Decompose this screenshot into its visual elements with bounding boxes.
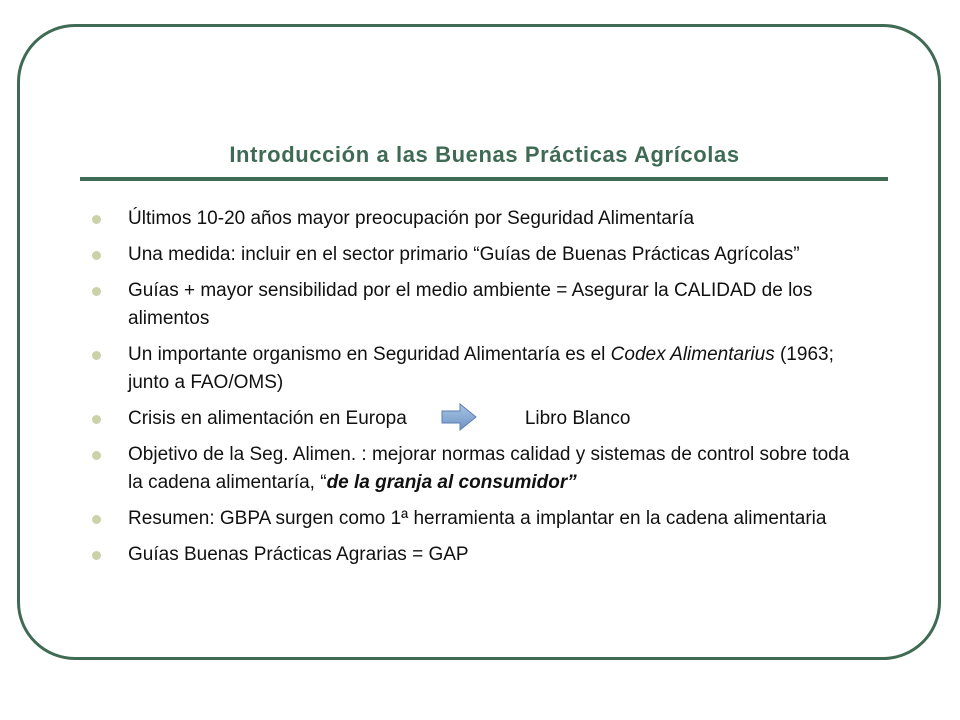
title-divider: [80, 177, 888, 181]
bullet-text: Resumen: GBPA surgen como 1ª herramienta a implantar en la cadena alimentaria: [128, 508, 827, 530]
bullet-dot-icon: [92, 515, 101, 524]
bullet-text: Últimos 10-20 años mayor preocupación por Seguridad Alimentaría: [128, 208, 695, 229]
right-arrow-icon: [441, 403, 477, 431]
bullet-item: [92, 441, 852, 497]
bullet-item: [92, 241, 852, 269]
bullet-item: [92, 277, 852, 333]
bullet-dot-icon: [92, 551, 101, 560]
bullet-dot-icon: [92, 415, 101, 424]
bullet-dot-icon: [92, 351, 101, 360]
bullet-item: [92, 405, 852, 433]
bullet-text: Guías + mayor sensibilidad por el medio ambiente = Asegurar la CALIDAD de los alimentos: [128, 280, 813, 329]
bullet-text-part: (1963; junto a FAO/OMS): [128, 344, 834, 393]
bullet-item: [92, 205, 852, 233]
bullet-dot-icon: [92, 451, 101, 460]
bullet-list: [92, 205, 852, 577]
bullet-item: [92, 341, 852, 397]
bullet-text-part: Objetivo de la Seg. Alimen. : mejorar normas calidad y sistemas de control sobre toda la cadena alimentaría, “: [128, 444, 850, 494]
bullet-text-left: Crisis en alimentación en Europa: [128, 408, 407, 430]
bullet-dot-icon: [92, 251, 101, 260]
bullet-text-bold-italic: de la granja al consumidor”: [326, 472, 577, 494]
bullet-dot-icon: [92, 287, 101, 296]
slide-title: Introducción a las Buenas Prácticas Agrícolas: [229, 142, 740, 167]
bullet-text-part: Un importante organismo en Seguridad Alimentaría es el: [128, 344, 611, 365]
bullet-text: Una medida: incluir en el sector primario “Guías de Buenas Prácticas Agrícolas”: [128, 244, 800, 265]
bullet-item: [92, 505, 852, 533]
bullet-text-italic: Codex Alimentarius: [610, 344, 775, 365]
bullet-item: [92, 541, 852, 569]
bullet-text-right: Libro Blanco: [524, 408, 631, 430]
bullet-text: Guías Buenas Prácticas Agrarias = GAP: [128, 544, 469, 566]
bullet-dot-icon: [92, 215, 101, 224]
